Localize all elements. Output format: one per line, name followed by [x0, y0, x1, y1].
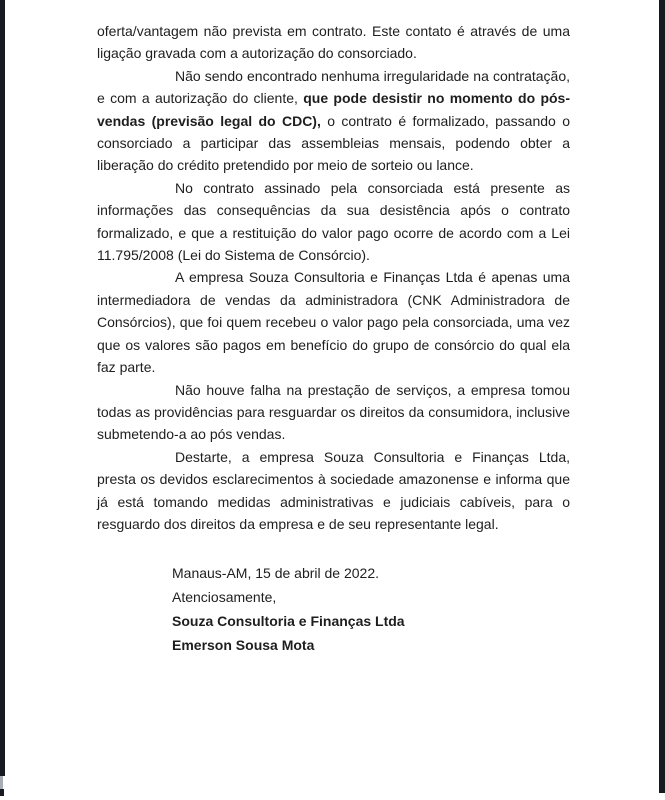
- paragraph-text: Não sendo encontrado nenhuma irregularidade na contratação, e com a autorização do cliente,: [97, 67, 570, 107]
- bold-cdc-clause: que pode desistir no momento do pós-vendas (previsão legal do CDC),: [97, 90, 570, 129]
- place-date-line: Manaus-AM, 15 de abril de 2022.: [172, 565, 380, 582]
- paragraph-no-service-failure: [97, 379, 570, 446]
- paragraph-text: Não houve falha na prestação de serviços, a empresa tomou todas as providências para resguardar os direitos da consumidora, inclusive submetendo-a ao pós vendas.: [97, 381, 570, 443]
- paragraph-text: oferta/vantagem não prevista em contrato. Este contato é através de uma ligação gravada com a autorização do consorciado.: [97, 23, 570, 62]
- letter-body: [97, 20, 570, 657]
- photo-edge-left-fade: [0, 776, 3, 789]
- signatory-name-line: Emerson Sousa Mota: [172, 637, 315, 654]
- paragraph-intermediary-role: [97, 266, 570, 378]
- paragraph-contact-recording: [97, 20, 570, 65]
- photo-edge-left: [0, 0, 5, 776]
- photo-edge-left-speck: [0, 789, 4, 796]
- paragraph-text: No contrato assinado pela consorciada está presente as informações das consequências da sua desistência após o contrato formalizado, e que a restituição do valor pago ocorre de acordo com a Lei 11.795/2008 (Lei do Sistema de Consórcio).: [97, 179, 570, 264]
- paragraph-contract-formalization: [97, 65, 570, 177]
- salutation-line: Atenciosamente,: [172, 589, 277, 606]
- photo-edge-right: [659, 0, 665, 793]
- closing-block: [172, 561, 570, 657]
- paragraph-final-statement: [97, 446, 570, 536]
- paragraph-text: Destarte, a empresa Souza Consultoria e Finanças Ltda, presta os devidos esclarecimentos à sociedade amazonense e informa que já está tomando medidas administrativas e judiciais cabíveis, para o resguardo dos direitos da empresa e de seu representante legal.: [97, 448, 570, 532]
- paragraph-withdrawal-consequences: [97, 177, 570, 267]
- paragraph-text: A empresa Souza Consultoria e Finanças Ltda é apenas uma intermediadora de vendas da administradora (CNK Administradora de Consórcios), que foi quem recebeu o valor pago pela consorciada, uma vez que os valores são pagos em benefício do grupo de consórcio do qual ela faz parte.: [97, 269, 570, 376]
- company-signature-line: Souza Consultoria e Finanças Ltda: [172, 613, 405, 630]
- paragraph-text: o contrato é formalizado, passando o consorciado a participar das assembleias mensais, podendo obter a liberação do crédito pretendido por meio de sorteio ou lance.: [97, 112, 570, 174]
